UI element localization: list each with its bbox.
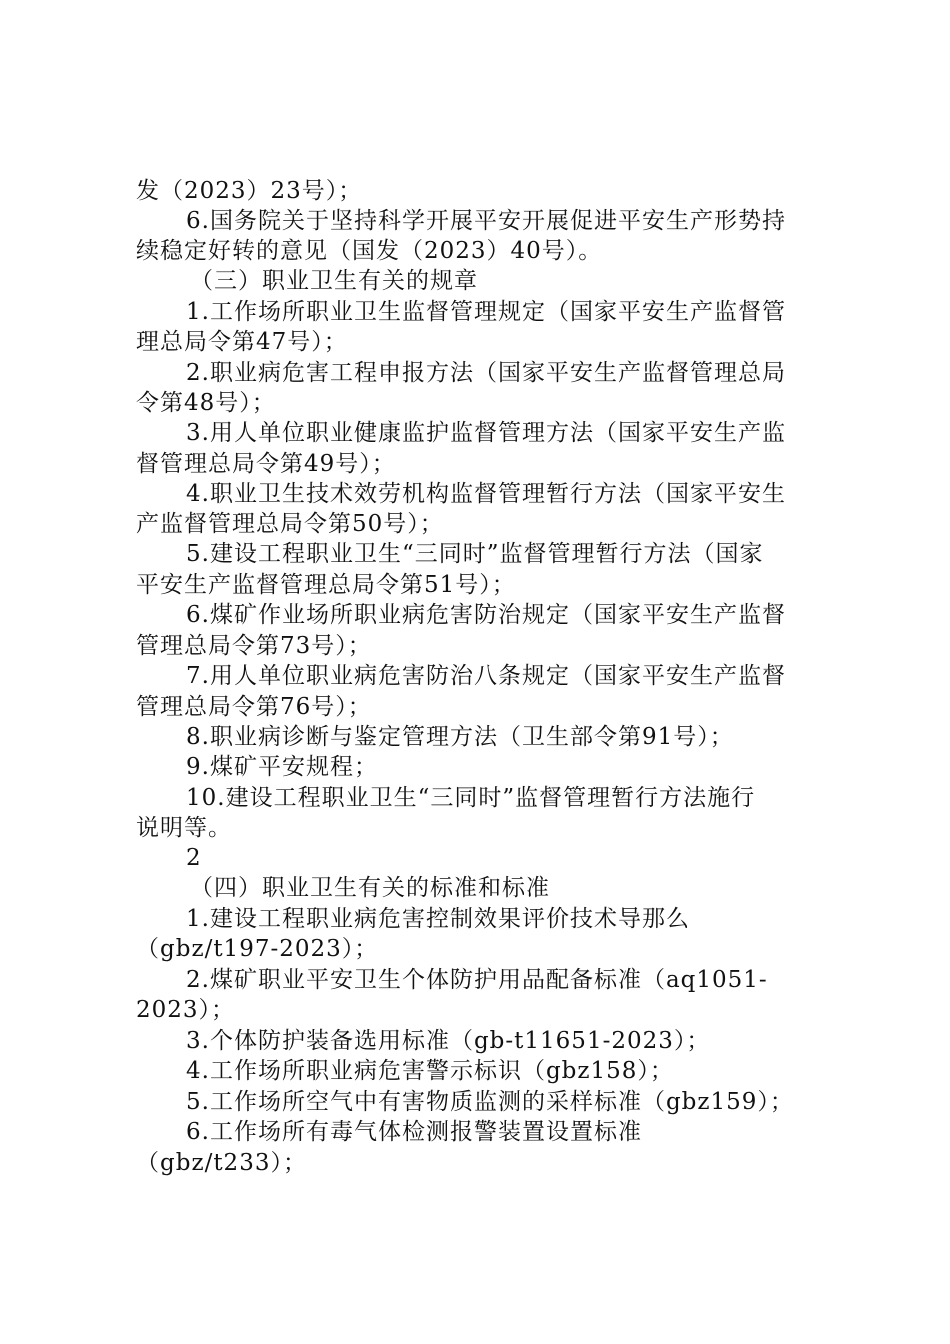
text-line: 发（2023）23号）； [136, 178, 363, 204]
text-line: 3.用人单位职业健康监护监督管理方法（国家平安生产监 [186, 420, 786, 446]
text-line: 管理总局令第76号）； [136, 694, 372, 720]
text-line: 说明等。 [136, 815, 232, 841]
text-line: （gbz/t233）； [136, 1150, 307, 1176]
text-line: 管理总局令第73号）； [136, 633, 372, 659]
text-line: 4.职业卫生技术效劳机构监督管理暂行方法（国家平安生 [186, 481, 786, 507]
text-line: 令第48号）； [136, 390, 276, 416]
section-heading: （三）职业卫生有关的规章 [190, 268, 478, 294]
text-line: 产监督管理总局令第50号）； [136, 511, 444, 537]
text-line: （gbz/t197-2023）； [136, 936, 379, 962]
text-line: 6.工作场所有毒气体检测报警装置设置标准 [186, 1119, 642, 1145]
section-heading: （四）职业卫生有关的标准和标准 [190, 875, 550, 901]
text-line: 6.煤矿作业场所职业病危害防治规定（国家平安生产监督 [186, 602, 786, 628]
text-line: 2.职业病危害工程申报方法（国家平安生产监督管理总局 [186, 360, 786, 386]
text-line: 8.职业病诊断与鉴定管理方法（卫生部令第91号）； [186, 724, 734, 750]
text-line: 4.工作场所职业病危害警示标识（gbz158）； [186, 1058, 674, 1084]
text-line: 续稳定好转的意见（国发（2023）40号）。 [136, 238, 603, 264]
text-line: 平安生产监督管理总局令第51号）； [136, 572, 516, 598]
text-line: 理总局令第47号）； [136, 329, 348, 355]
text-line: 3.个体防护装备选用标准（gb-t11651-2023）； [186, 1028, 711, 1054]
text-line: 5.工作场所空气中有害物质监测的采样标准（gbz159）； [186, 1089, 794, 1115]
text-line: 督管理总局令第49号）； [136, 451, 396, 477]
text-line: 1.建设工程职业病危害控制效果评价技术导那么 [186, 906, 690, 932]
text-line: 6.国务院关于坚持科学开展平安开展促进平安生产形势持 [186, 208, 786, 234]
text-line: 9.煤矿平安规程； [186, 754, 378, 780]
text-line: 10.建设工程职业卫生“三同时”监督管理暂行方法施行 [186, 785, 756, 811]
text-line: 2.煤矿职业平安卫生个体防护用品配备标准（aq1051- [186, 967, 768, 993]
text-line: 2023）； [136, 997, 236, 1023]
text-line: 1.工作场所职业卫生监督管理规定（国家平安生产监督管 [186, 299, 786, 325]
page-number: 2 [186, 845, 202, 871]
text-line: 7.用人单位职业病危害防治八条规定（国家平安生产监督 [186, 663, 786, 689]
text-line: 5.建设工程职业卫生“三同时”监督管理暂行方法（国家 [186, 541, 764, 567]
